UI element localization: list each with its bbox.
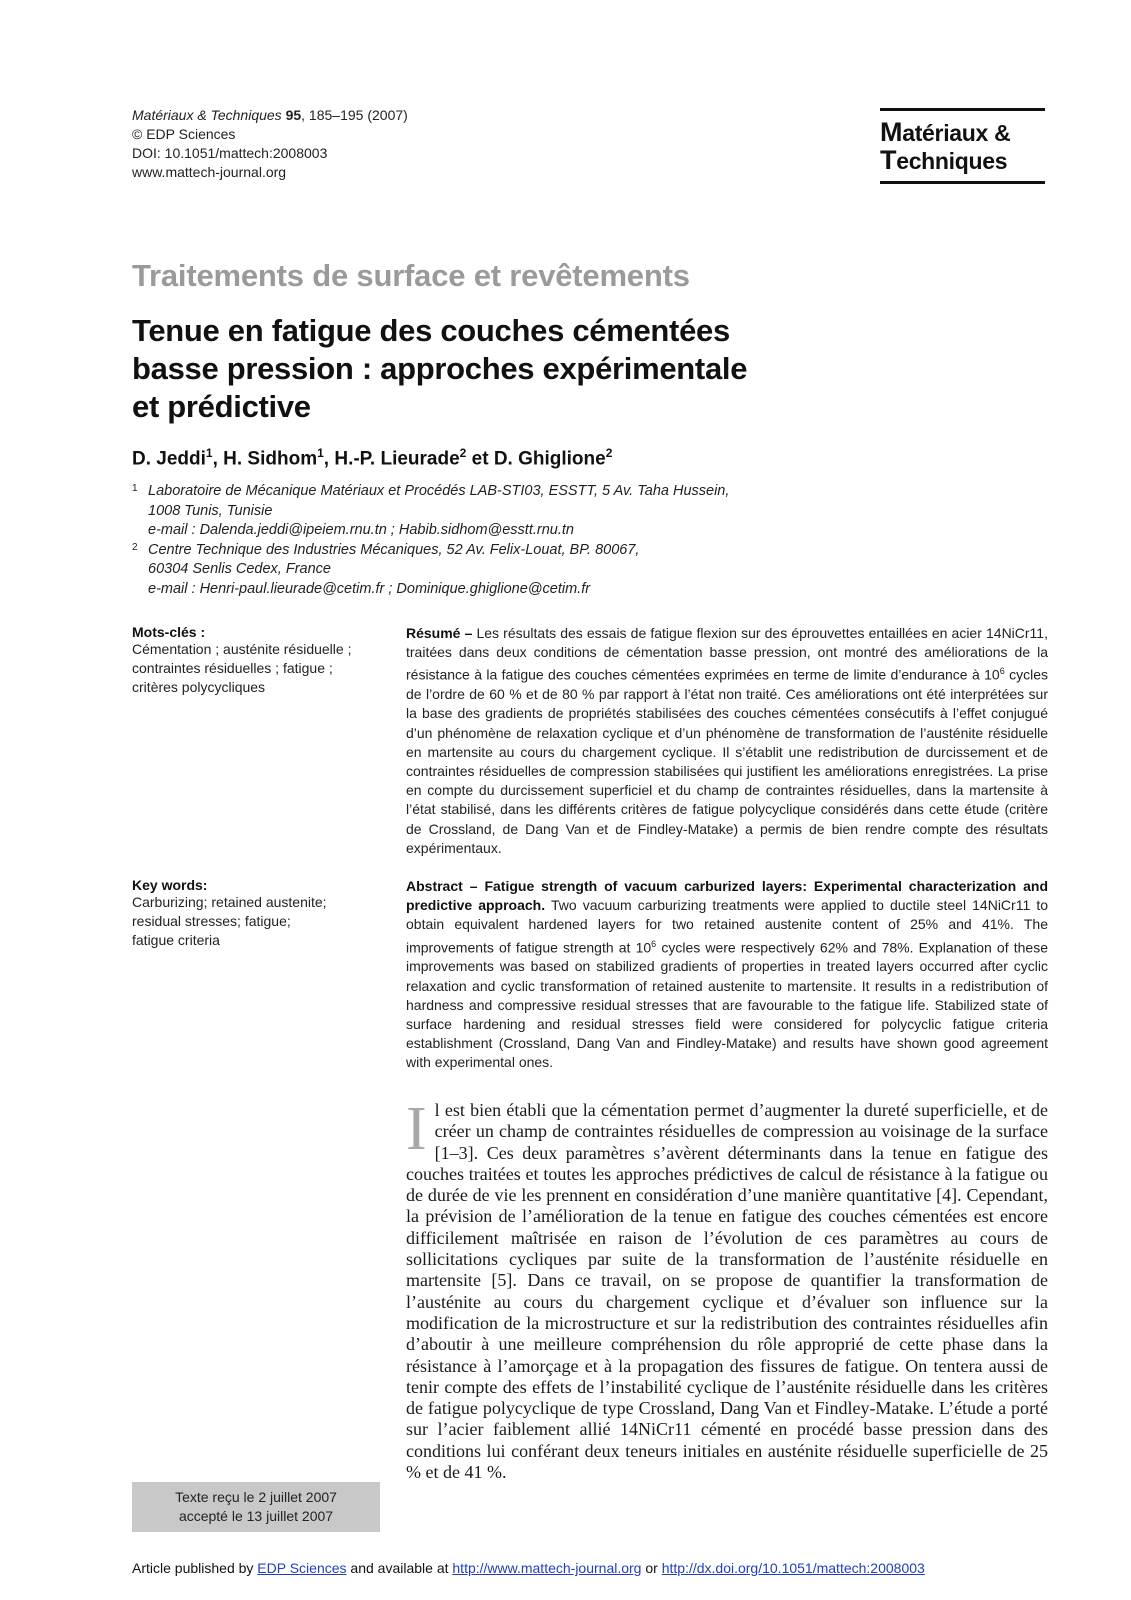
received-date-box: Texte reçu le 2 juillet 2007 accepté le 13 juillet 2007 [132,1482,380,1532]
author-list: D. Jeddi$^1$, H. Sidhom$^1$, H.-P. Lieurade$^2$ et D. Ghiglione$^2$ [132,446,613,470]
journal-link[interactable]: http://www.mattech-journal.org [452,1560,642,1576]
author: D. Ghiglione [493,448,606,470]
resume-label: Résumé – [406,625,473,641]
key-words-heading: Key words: [132,877,208,893]
copyright: © EDP Sciences [132,126,236,142]
journal-citation [132,106,408,125]
journal-volume: 95 [285,107,302,123]
affiliation: 2 Centre Technique des Industries Mécaniques, 52 Av. Felix-Louat, BP. 80067, 60304 Senlis Cedex, France e-mail : Henri-paul.lieurade@cetim.fr ; Dominique.ghiglione@cetim.fr [132,541,832,600]
doi-link[interactable]: http://dx.doi.org/10.1051/mattech:2008003 [661,1560,925,1576]
title-line: basse pression : approches expérimentale [132,351,748,386]
title-line: et prédictive [132,389,311,424]
body-paragraph: Il est bien établi que la cémentation permet d’augmenter la dureté superficielle, et de créer un champ de contraintes résiduelles de compression au voisinage de la surface [1–3]. Ces deux paramètres s’avèrent déterminants dans la tenue en fatigue des couches traitées et toutes les approches prédictives de calcul de résistance à la fatigue ou de durée de vie les prennent en considération d’une manière quantitative [4]. Cependant, la prévision de l’amélioration de la tenue en fatigue des couches cémentées est encore difficilement maîtrisée en raison de l’évolution de ces paramètres au cours de sollicitations cycliques par suite de la transformation de l’austénite résiduelle en martensite [5]. Dans ce travail, on se propose de quantifier la transformation de l’austénite au cours du chargement cyclique et d’évaluer son influence sur la modification de la microstructure et sur la redistribution des contraintes résiduelles afin d’aboutir à une meilleure compréhension du rôle approprié de cette phase dans la résistance à l’amorçage et à la propagation des fissures de fatigue. On tentera aussi de tenir compte des effets de l’instabilité cyclique de l’austénite résiduelle dans les critères de fatigue polycyclique de type Crossland, Dang Van et Findley-Matake. L’étude a porté sur l’acier faiblement allié 14NiCr11 cémenté en procédé basse pression dans des conditions lui conférant deux teneurs initiales en austénite résiduelle superficielle de 25 % et de 41 %. [406,1095,1048,1483]
mots-cles: Mots-clés : Cémentation ; austénite résiduelle ; contraintes résiduelles ; fatigue ; critères polycycliques [132,624,382,697]
journal-name: Matériaux & Techniques [132,107,282,123]
mots-cles-heading: Mots-clés : [132,624,206,640]
logo-line-2: Techniques [880,145,1008,175]
affiliation-email: e-mail : Dalenda.jeddi@ipeiem.rnu.tn ; Habib.sidhom@esstt.rnu.tn [148,522,574,538]
author-affiliation-mark: 2 [605,446,613,460]
article-title [132,312,912,426]
author: H. Sidhom [223,448,318,470]
key-words: Key words: Carburizing; retained austenite; residual stresses; fatigue; fatigue criteria [132,877,382,950]
drop-cap: I [406,1095,427,1163]
journal-url: www.mattech-journal.org [132,164,287,180]
section-heading: Traitements de surface et revêtements [132,258,690,293]
affiliations [132,482,832,599]
author-affiliation-mark: 1 [205,446,213,460]
affiliation: 1 Laboratoire de Mécanique Matériaux et Procédés LAB-STI03, ESSTT, 5 Av. Taha Hussein, 1008 Tunis, Tunisie e-mail : Dalenda.jeddi@ipeiem.rnu.tn ; Habib.sidhom@esstt.rnu.tn [132,482,832,541]
journal-info [132,106,408,182]
author-affiliation-mark: 2 [459,446,467,460]
journal-logo [880,108,1045,184]
edp-sciences-link[interactable]: EDP Sciences [257,1560,347,1576]
author: D. Jeddi [132,448,206,470]
abstract-paragraph: Abstract – Fatigue strength of vacuum carburized layers: Experimental characterization and predictive approach. Two vacuum carburizing treatments were applied to ductile steel 14NiCr11 to obtain equivalent hardened layers for two retained austenite content of 25% and 41%. The improvements of fatigue strength at $10^6$ cycles were respectively 62% and 78%. Explanation of these improvements was based on stabilized gradients of properties in treated layers occurred after cyclic relaxation and cyclic transformation of retained austenite to martensite. It results in a redistribution of hardness and compressive residual stresses that are favourable to the fatigue life. Stabilized state of surface hardening and residual stresses field were considered for polycyclic fatigue criteria establishment (Crossland, Dang Van and Findley-Matake) and results have shown good agreement with experimental ones. [406,878,1048,1071]
affiliation-email: e-mail : Henri-paul.lieurade@cetim.fr ; Dominique.ghiglione@cetim.fr [148,580,591,597]
author-affiliation-mark: 1 [317,446,324,460]
abstract-label: Abstract – Fatigue strength of vacuum carburized layers: Experimental characterization and predictive approach. [406,878,1048,914]
resume-paragraph: Résumé – Les résultats des essais de fatigue flexion sur des éprouvettes entaillées en acier 14NiCr11, traitées dans deux conditions de cémentation basse pression, ont montré des améliorations de la résistance à la fatigue des couches cémentées exprimées en terme de limite d’endurance à $10^6$ cycles de l’ordre de 60 % et de 80 % par rapport à l’état non traité. Ces améliorations ont été interprétées sur la base des gradients de propriétés stabilisées des couches cémentées consécutifs à l’effet conjugué d’un phénomène de relaxation cyclique et d’un phénomène de transformation de l’austénite résiduelle en martensite au cours du chargement cyclique. Il s’établit une redistribution de durcissement et de contraintes résiduelles de compression stabilisées qui justifient les améliorations enregistrées. La prise en compte du durcissement superficiel et du champ de contraintes résiduelles, dans la martensite à l’état stabilisé, dans les différents critères de fatigue polycyclique considérés dans cette étude (critère de Crossland, de Dang Van et de Findley-Matake) a permis de bien rendre compte des résultats expérimentaux. [406,625,1048,856]
journal-pages: , 185–195 (2007) [301,107,408,123]
logo-line-1: Matériaux & [880,117,1011,147]
author: H.-P. Lieurade [334,448,460,470]
affiliation-number: 2 [132,541,138,553]
title-line: Tenue en fatigue des couches cémentées [132,313,730,348]
affiliation-number: 1 [132,483,138,494]
footer: Article published by EDP Sciences and available at http://www.mattech-journal.org or http://dx.doi.org/10.1051/mattech:2008003 [132,1560,925,1576]
doi: DOI: 10.1051/mattech:2008003 [132,145,328,161]
